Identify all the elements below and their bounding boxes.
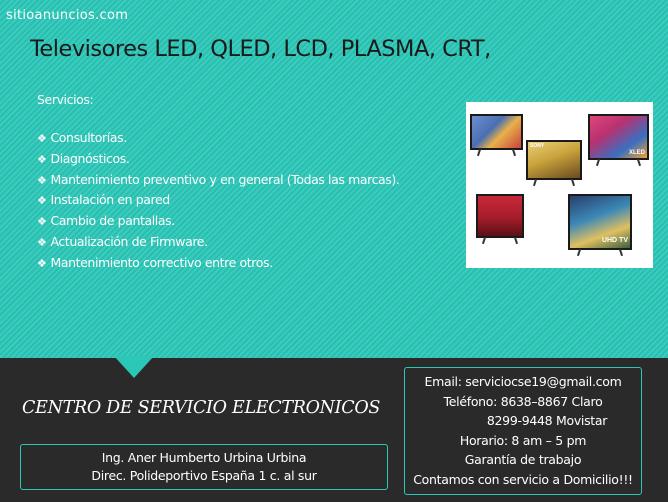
tv-brand-label: UHD TV <box>601 237 628 244</box>
diamond-bullet-icon: ❖ <box>37 256 47 270</box>
diamond-bullet-icon: ❖ <box>37 194 47 208</box>
list-item <box>37 190 399 211</box>
list-item <box>37 253 399 274</box>
pointer-triangle <box>114 356 154 378</box>
service-label: Actualización de Firmware. <box>50 233 208 249</box>
contact-phone-movistar: 8299-9448 Movistar <box>486 413 608 428</box>
service-label: Mantenimiento preventivo y en general (Todas las marcas). <box>50 171 400 187</box>
services-list <box>37 128 399 274</box>
service-label: Mantenimiento correctivo entre otros. <box>50 254 273 270</box>
tv-image-lg <box>470 114 523 156</box>
headline-title: Televisores LED, QLED, LCD, PLASMA, CRT, <box>30 36 491 62</box>
diamond-bullet-icon: ❖ <box>37 215 47 229</box>
list-item <box>37 128 399 149</box>
list-item <box>37 170 399 191</box>
service-label: Instalación en pared <box>50 192 170 208</box>
contact-info-box <box>404 367 642 495</box>
service-label: Cambio de pantallas. <box>50 213 175 229</box>
watermark-text: sitioanuncios.com <box>6 8 129 23</box>
diamond-bullet-icon: ❖ <box>37 235 47 249</box>
tv-image-uhd <box>568 194 632 256</box>
list-item <box>37 211 399 232</box>
contact-email: Email: serviciocse19@gmail.com <box>424 374 622 389</box>
list-item <box>37 149 399 170</box>
service-label: Diagnósticos. <box>50 150 130 166</box>
tv-image-xled <box>588 114 649 166</box>
engineer-name: Ing. Aner Humberto Urbina Urbina <box>101 450 307 465</box>
contact-hours: Horario: 8 am – 5 pm <box>459 432 587 448</box>
service-label: Consultorías. <box>50 130 127 145</box>
contact-phone-claro: Teléfono: 8638–8867 Claro <box>443 393 603 409</box>
tv-brand-label: XLED <box>628 150 645 156</box>
tv-image-roku <box>476 194 524 244</box>
services-title: Servicios: <box>37 92 94 107</box>
list-item <box>37 232 399 253</box>
tv-brand-label: SONY <box>530 143 545 149</box>
diamond-bullet-icon: ❖ <box>37 173 47 187</box>
tv-collage-image <box>466 102 653 268</box>
engineer-address: Direc. Polideportivo España 1 c. al sur <box>91 468 317 483</box>
tv-screen <box>476 194 524 238</box>
contact-home-service: Contamos con servicio a Domicilio!!! <box>413 471 633 487</box>
tv-image-sony <box>526 140 582 186</box>
diamond-bullet-icon: ❖ <box>37 152 47 166</box>
tv-screen <box>470 114 523 150</box>
engineer-info-box <box>20 444 388 490</box>
contact-warranty: Garantía de trabajo <box>464 452 582 467</box>
services-block <box>37 91 399 274</box>
business-name: CENTRO DE SERVICIO ELECTRONICOS <box>22 398 381 418</box>
diamond-bullet-icon: ❖ <box>37 132 47 145</box>
